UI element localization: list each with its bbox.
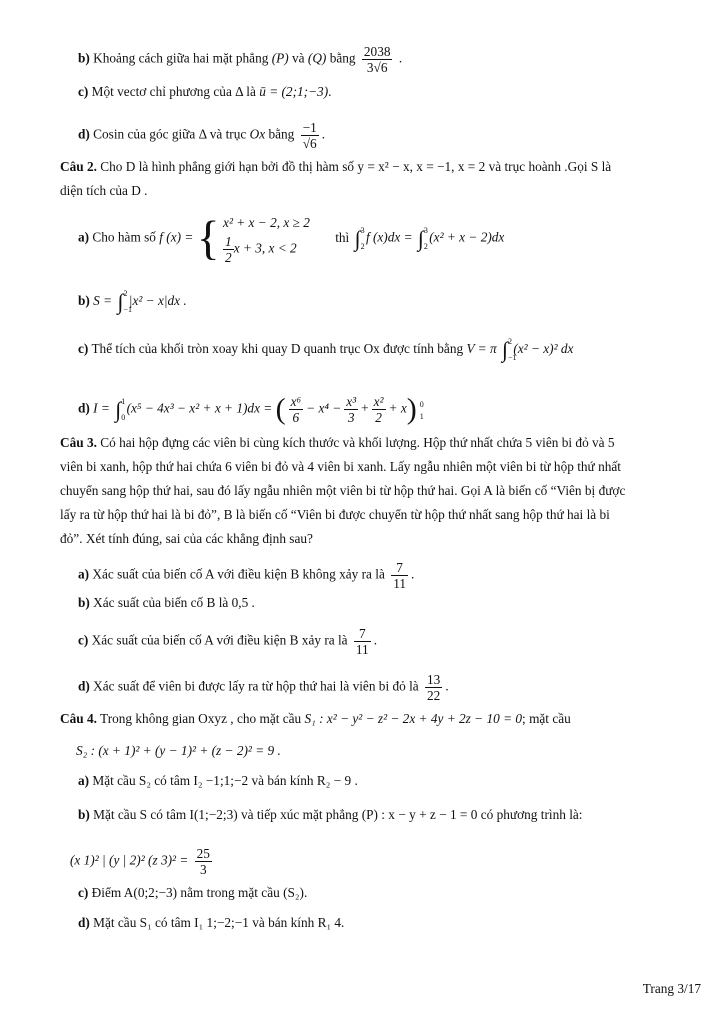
distance-fraction	[362, 44, 393, 75]
stem-text: đỏ”. Xét tính đúng, sai của các khẳng định sau?	[60, 531, 313, 546]
equals-word: bằng	[329, 50, 356, 66]
denominator: 2	[372, 409, 386, 425]
option-label: b)	[78, 807, 90, 822]
numerator: 13	[427, 672, 441, 687]
question-title: Câu 3.	[60, 435, 97, 450]
numerator: 2038	[363, 44, 391, 59]
numerator: 7	[396, 560, 403, 575]
q4-option-b	[78, 806, 582, 824]
q4-stem-line1	[60, 710, 571, 728]
equals-word: bằng	[268, 126, 295, 142]
stem-text: Cho D là hình phẳng giới hạn bởi đồ thị hàm số y = x² − x, x = −1, x = 2 và trục hoành .Gọi S là	[100, 159, 612, 174]
option-label: c)	[78, 632, 89, 648]
term-fraction-1	[289, 394, 304, 425]
integrand: (x² − x)² dx	[513, 341, 574, 356]
eval-lower: 1	[419, 411, 424, 421]
denominator: 2	[225, 250, 232, 265]
stem-text: chuyển sang hộp thứ hai, sau đó lấy ngẫu nhiên một viên bi từ hộp thứ hai. Gọi A là biến cố “Viên bị được	[60, 483, 626, 498]
option-label: a)	[78, 566, 90, 582]
function-name: f (x) =	[159, 229, 194, 245]
option-text: Cosin của góc giữa Δ và trục	[93, 126, 247, 142]
option-text: Xác suất để viên bi được lấy ra từ hộp thứ hai là viên bi đỏ là	[93, 678, 419, 694]
q3-stem-line3	[60, 482, 625, 500]
question-title: Câu 4.	[60, 711, 97, 726]
q2-stem-line2	[60, 182, 148, 200]
plane-p: (P)	[271, 50, 289, 66]
stem-text: lấy ra từ hộp thứ hai là bi đỏ”, B là biến cố “Viên bi được chuyển từ hộp thứ nhất sang hộp thứ hai là bi	[60, 507, 610, 522]
q3-stem-line5	[60, 530, 313, 548]
period: .	[328, 84, 332, 99]
left-paren: (	[275, 392, 286, 426]
numerator: 25	[196, 846, 210, 861]
answer-fraction	[391, 560, 408, 591]
radius-squared-fraction	[195, 846, 212, 877]
option-text: Khoảng cách giữa hai mặt phẳng	[93, 50, 269, 66]
option-text: Một vectơ chỉ phương của Δ là	[91, 84, 256, 99]
right-paren: )	[406, 392, 417, 426]
q1-option-c	[78, 83, 331, 101]
integral-lhs: f (x)dx =	[365, 229, 413, 245]
stem-text: Có hai hộp đựng các viên bi cùng kích thước và khối lượng. Hộp thứ nhất chứa 5 viên bi đỏ và 5	[100, 435, 615, 450]
numerator: −1	[302, 120, 317, 135]
q3-option-c: c) Xác suất của biến cố A với điều kiện B xảy ra là $\frac{7}{11}$ .	[78, 626, 378, 657]
plus-sign: +	[361, 400, 369, 416]
lower-limit: −1	[123, 304, 132, 314]
q4-option-a	[78, 772, 358, 790]
direction-vector: ū = (2;1;−3)	[259, 84, 329, 99]
numerator: x³	[346, 394, 357, 409]
option-text: Mặt cầu S có tâm I(1;−2;3) và tiếp xúc mặt phẳng (P) : x − y + z − 1 = 0 có phương trình là:	[93, 807, 583, 822]
volume-symbol: V = π	[466, 341, 497, 356]
stem-text: Trong không gian Oxyz , cho mặt cầu	[100, 711, 302, 726]
i-symbol: I =	[93, 400, 110, 416]
axis-name: Ox	[249, 126, 266, 142]
option-label: c)	[78, 84, 89, 99]
cases-brace: {	[196, 211, 220, 265]
sphere-s1-equation: S₁ : x² − y² − z² − 2x + 4y + 2z − 10 = 0	[304, 711, 523, 726]
option-label: c)	[78, 885, 89, 900]
piecewise-cases	[223, 212, 310, 265]
option-label: a)	[78, 773, 90, 788]
q4-option-c	[78, 884, 307, 902]
option-text: Xác suất của biến cố A với điều kiện B xảy ra là	[91, 632, 348, 648]
cosine-fraction	[301, 120, 319, 151]
q2-option-b	[78, 288, 187, 314]
den-radicand: 6	[380, 60, 388, 75]
period: .	[398, 50, 403, 66]
option-label: d)	[78, 678, 90, 694]
case-2-rest: x + 3, x < 2	[233, 240, 297, 256]
middle-terms: − x⁴ −	[306, 400, 342, 416]
page-number: Trang 3/17	[642, 981, 701, 996]
term-fraction-3	[372, 394, 386, 425]
denominator: 3√6	[362, 59, 393, 75]
option-label: b)	[78, 293, 90, 308]
answer-fraction	[354, 626, 371, 657]
option-label: d)	[78, 400, 90, 416]
numerator: x²	[373, 394, 384, 409]
conjunction: và	[292, 50, 305, 66]
q1-option-d	[78, 120, 325, 151]
upper-limit: 2	[507, 336, 512, 346]
then-word: thì	[335, 229, 350, 245]
option-label: a)	[78, 229, 90, 245]
q4-option-b-equation	[70, 846, 215, 877]
q2-option-a	[78, 212, 504, 265]
option-label: c)	[78, 341, 89, 356]
stem-text: diện tích của D .	[60, 183, 148, 198]
sphere-s2-equation: S₂ : (x + 1)² + (y − 1)² + (z − 2)² = 9 .	[76, 743, 281, 758]
integral-rhs: (x² + x − 2)dx	[429, 229, 505, 245]
q1-option-b	[78, 44, 402, 75]
option-label: d)	[78, 915, 90, 930]
option-text: Mặt cầu S₂ có tâm I₂ −1;1;−2 và bán kính R₂ − 9 .	[92, 773, 358, 788]
denominator: √6	[301, 135, 319, 151]
q4-stem-line2	[76, 742, 281, 760]
stem-text: viên bi xanh, hộp thứ hai chứa 6 viên bi đỏ và 4 viên bi xanh. Lấy ngẫu nhiên một viên bi từ hộp thứ nhất	[60, 459, 621, 474]
lower-limit: 2	[423, 241, 428, 251]
integral-sign: ∫ 3 2	[355, 228, 361, 250]
case-1: x² + x − 2, x ≥ 2	[223, 215, 310, 230]
denominator: 11	[355, 642, 369, 657]
upper-limit: 3	[423, 225, 428, 235]
question-title: Câu 2.	[60, 159, 97, 174]
period: .	[321, 126, 326, 142]
sphere-equation: (x 1)² | (y | 2)² (z 3)² =	[70, 852, 189, 868]
denominator: 3	[195, 861, 212, 877]
case-2	[223, 234, 310, 265]
upper-limit: 1	[121, 396, 126, 406]
option-text: Cho hàm số	[92, 229, 156, 245]
numerator: 7	[358, 626, 366, 641]
option-text: Thể tích của khối tròn xoay khi quay D quanh trục Ox được tính bằng	[91, 341, 464, 356]
q3-option-d: d) Xác suất để viên bi được lấy ra từ hộp thứ hai là viên bi đỏ là $\frac{13}{22}$ .	[78, 672, 449, 703]
numerator: x⁶	[290, 394, 302, 409]
q4-option-d	[78, 914, 344, 932]
tail-term: + x	[388, 400, 407, 416]
q3-stem-line1	[60, 434, 615, 452]
term-fraction-2	[344, 394, 358, 425]
option-text: Xác suất của biến cố A với điều kiện B không xảy ra là	[92, 566, 385, 582]
option-text: Mặt cầu S₁ có tâm I₁ 1;−2;−1 và bán kính R₁ 4.	[93, 915, 345, 930]
lower-limit: −1	[507, 352, 517, 362]
q2-option-d	[78, 394, 429, 425]
denominator: 3	[344, 409, 358, 425]
option-label: d)	[78, 126, 90, 142]
integral-sign: ∫ 2 −1	[117, 293, 123, 311]
q3-option-a: a) Xác suất của biến cố A với điều kiện B không xảy ra là $\frac{7}{11}$ .	[78, 560, 415, 591]
option-label: b)	[78, 50, 90, 66]
den-coef: 3	[366, 60, 374, 75]
denominator: 6	[289, 409, 304, 425]
upper-limit: 2	[123, 288, 128, 298]
stem-text-tail: ; mặt cầu	[522, 711, 571, 726]
half-fraction	[223, 234, 234, 265]
integral-sign: ∫ 3 2	[418, 228, 424, 250]
den-radicand: 6	[310, 136, 317, 151]
q2-stem-line1	[60, 158, 611, 176]
q3-stem-line4	[60, 506, 610, 524]
integral-sign: ∫ 2 −1	[502, 341, 508, 359]
option-label: b)	[78, 595, 90, 610]
denominator: 11	[393, 576, 407, 591]
q3-stem-line2	[60, 458, 621, 476]
option-text: Điểm A(0;2;−3) nằm trong mặt cầu (S₂).	[91, 885, 308, 900]
q2-option-c	[78, 336, 574, 362]
lower-limit: 0	[121, 412, 126, 422]
integrand: |x² − x|dx .	[128, 293, 187, 308]
area-symbol: S =	[93, 293, 113, 308]
lower-limit: 2	[360, 241, 365, 251]
answer-fraction	[425, 672, 442, 703]
integral-sign: ∫ 1 0	[115, 401, 121, 419]
integrand: (x⁵ − 4x³ − x² + x + 1)dx =	[126, 400, 273, 416]
plane-q: (Q)	[307, 50, 327, 66]
denominator: 22	[427, 688, 441, 703]
eval-upper: 0	[419, 399, 424, 409]
upper-limit: 3	[360, 225, 365, 235]
q3-option-b	[78, 594, 255, 612]
numerator: 1	[225, 234, 232, 249]
option-text: Xác suất của biến cố B là 0,5 .	[93, 595, 255, 610]
